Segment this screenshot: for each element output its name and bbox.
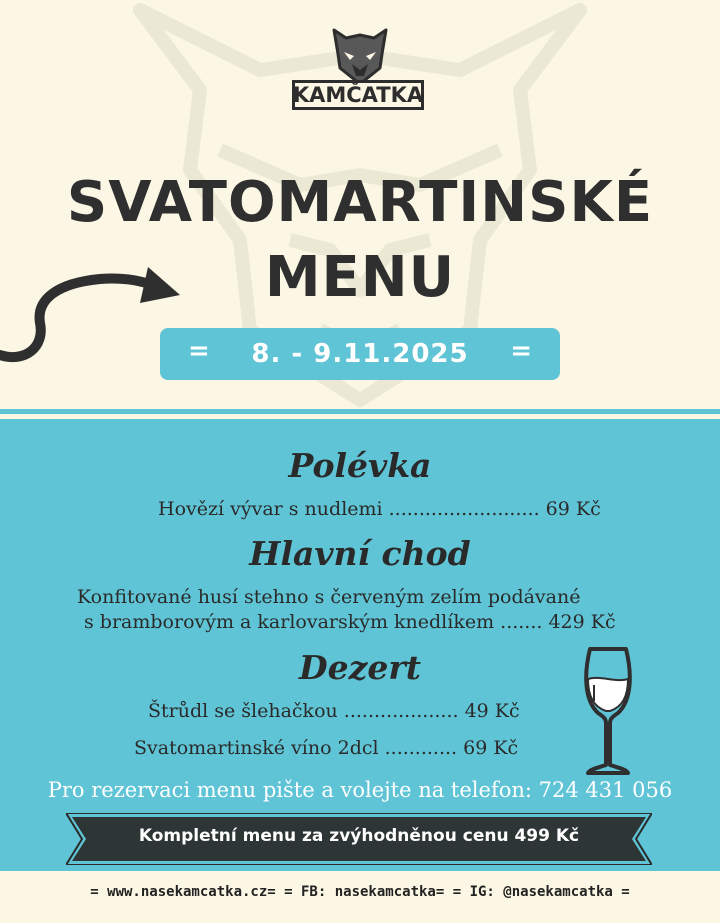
main-course-heading: Hlavní chod [249, 534, 471, 573]
kamcatka-logo[interactable] [290, 28, 430, 116]
date-right-equals: = [510, 336, 532, 366]
date-range: 8. - 9.11.2025 [251, 339, 469, 369]
offer-banner-text: Kompletní menu za zvýhodněnou cenu 499 Kč [138, 826, 580, 846]
divider-line [0, 409, 720, 414]
page-title-line-1: SVATOMARTINSKÉ [66, 170, 654, 235]
date-banner [160, 328, 560, 380]
logo-wordmark: KAMČATKA [292, 83, 424, 107]
bear-head-icon [330, 28, 390, 86]
page-title-line-2: MENU [264, 245, 456, 310]
reservation-contact: Pro rezervaci menu pište a volejte na telefon: 724 431 056 [47, 778, 673, 802]
date-left-equals: = [188, 336, 210, 366]
main-course-line-1: Konfitované husí stehno s červeným zelím podávané [77, 586, 581, 608]
footer-links[interactable]: = www.nasekamcatka.cz= = FB: nasekamcatka= = IG: @nasekamcatka = [90, 884, 630, 900]
logo-wordmark-box [292, 80, 424, 110]
dessert-item-strudel: Štrůdl se šlehačkou ................... 49 Kč [148, 700, 520, 722]
wine-glass-icon [580, 645, 636, 780]
soup-item: Hovězí vývar s nudlemi ......................... 69 Kč [158, 498, 601, 520]
soup-heading: Polévka [288, 446, 432, 485]
dessert-item-wine: Svatomartinské víno 2dcl ............ 69 Kč [134, 737, 519, 759]
main-course-line-2: s bramborovým a karlovarským knedlíkem ....... 429 Kč [84, 611, 616, 633]
dessert-heading: Dezert [299, 648, 421, 687]
